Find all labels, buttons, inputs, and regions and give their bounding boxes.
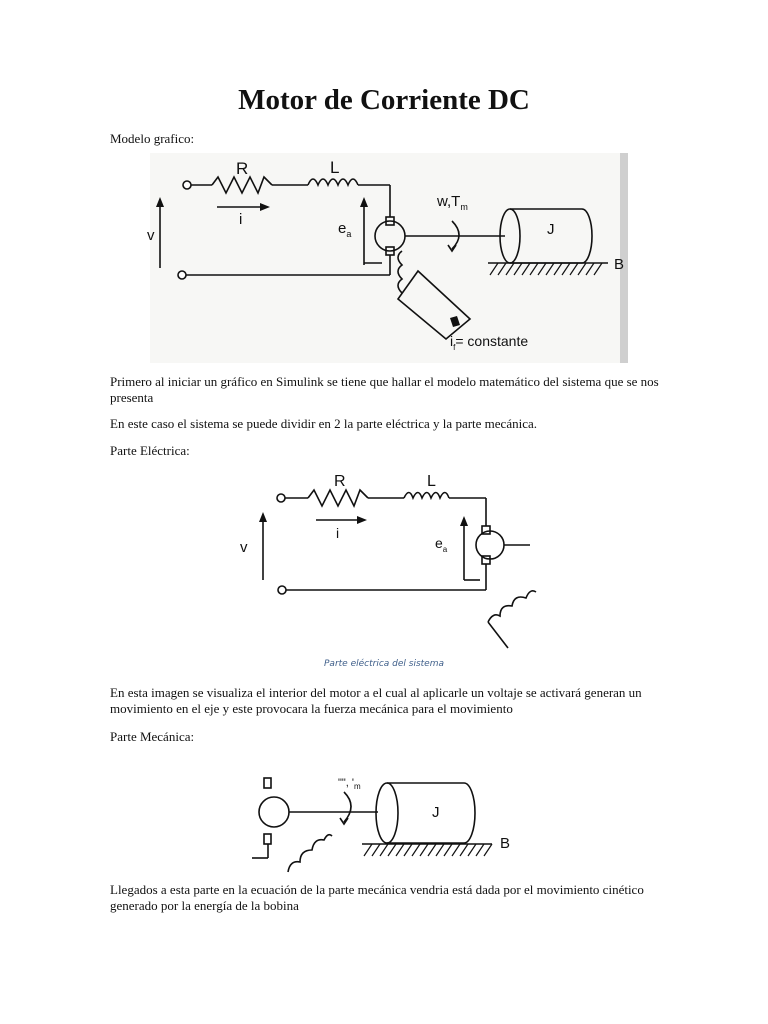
label-if-sub: f (453, 343, 456, 352)
electrical-label-v: v (240, 539, 248, 556)
label-r: R (236, 159, 249, 178)
label-w-tm-main: w,T (437, 193, 461, 210)
label-if-main: i (450, 333, 454, 349)
electrical-label-i: i (336, 525, 340, 541)
label-v: v (147, 227, 155, 244)
mecanica-paragraph: Llegados a esta parte en la ecuación de la parte mecánica vendria está dada por el movimiento cinético generado por la energía de la bobina (110, 882, 644, 913)
parte-electrica-label: Parte Eléctrica: (110, 443, 190, 458)
modelo-grafico-label: Modelo grafico: (110, 131, 195, 146)
mechanical-label-b: B (500, 835, 511, 852)
electrical-figure-caption: Parte eléctrica del sistema (324, 659, 444, 669)
electrical-label-ea-main: e (435, 535, 443, 551)
page-title: Motor de Corriente DC (238, 84, 530, 116)
intro-paragraph: Primero al iniciar un gráfico en Simulink se tiene que hallar el modelo matemático del sistema que se nos presenta (110, 374, 659, 405)
label-b: B (614, 256, 625, 273)
label-ea-main: e (338, 220, 347, 237)
electrical-label-ea-sub: a (442, 545, 448, 554)
label-l: L (330, 158, 340, 177)
label-tm-sub: m (460, 202, 468, 212)
label-if-value: = constante (455, 333, 529, 349)
label-j: J (547, 221, 555, 238)
label-ea-sub: a (346, 229, 352, 239)
electrical-part-figure (236, 462, 536, 652)
mechanical-label-j: J (432, 804, 440, 821)
mechanical-label-w-tm-main: "", ' (338, 777, 355, 789)
division-paragraph: En este caso el sistema se puede dividir en 2 la parte eléctrica y la parte mecánica. (110, 416, 537, 431)
label-i: i (239, 211, 243, 228)
mechanical-label-w-tm (338, 777, 361, 791)
mechanical-label-tm-sub: m (354, 782, 361, 791)
mechanical-part-figure (252, 772, 514, 874)
electrical-label-r: R (334, 473, 346, 490)
electrica-paragraph: En esta imagen se visualiza el interior del motor a el cual al aplicarle un voltaje se activará generan un movimiento en el eje y este provocara la fuerza mecánica para el movimiento (110, 685, 642, 716)
motor-model-figure (147, 153, 628, 363)
parte-mecanica-label: Parte Mecánica: (110, 729, 195, 744)
electrical-label-ea (435, 535, 448, 554)
electrical-label-l: L (427, 473, 436, 490)
